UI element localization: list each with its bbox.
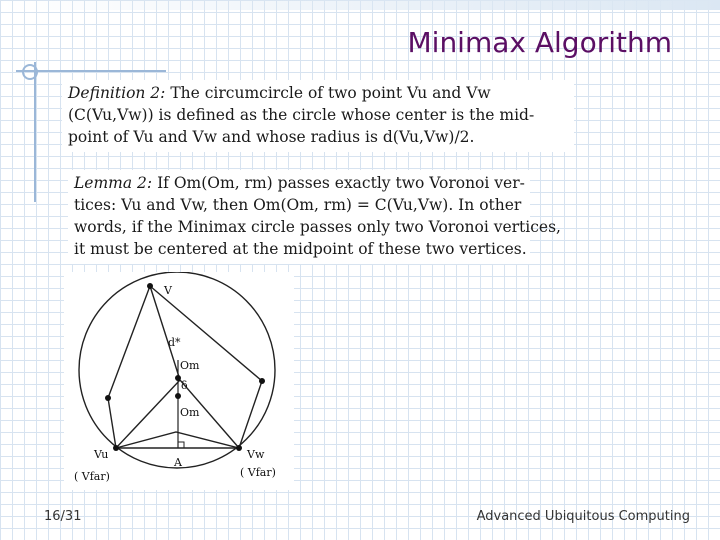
point-left (105, 395, 111, 401)
label-vfar-right: ( Vfar) (240, 466, 276, 479)
course-name: Advanced Ubiquitous Computing (476, 509, 690, 524)
label-vu: Vu (94, 448, 109, 461)
definition-box (62, 80, 574, 152)
decor-rule-horizontal (16, 70, 166, 72)
label-v: V (164, 284, 172, 297)
lemma-line-3: words, if the Minimax circle passes only two Voronoi vertices, (74, 218, 561, 236)
definition-line-3: point of Vu and Vw and whose radius is d(Vu,Vw)/2. (68, 128, 475, 146)
minimax-figure (64, 272, 294, 490)
page-number: 16/31 (44, 509, 82, 524)
point-vw (236, 445, 242, 451)
decor-rule-vertical (34, 62, 36, 202)
decor-rule-circle (22, 64, 38, 80)
label-om-2: Om (180, 406, 200, 419)
lemma-line-2: tices: Vu and Vw, then Om(Om, rm) = C(Vu,Vw). In other (74, 196, 522, 214)
label-delta: δ (181, 379, 188, 392)
point-om-2 (175, 393, 181, 399)
label-vfar-left: ( Vfar) (74, 470, 110, 483)
lemma-text-1: If Om(Om, rm) passes exactly two Voronoi ver- (157, 174, 525, 192)
top-band (0, 0, 720, 10)
definition-line-2: (C(Vu,Vw)) is defined as the circle whose center is the mid- (68, 106, 535, 124)
lemma-line-1 (74, 172, 524, 194)
label-om-1: Om (180, 359, 200, 372)
lemma-box (68, 170, 561, 264)
point-v (147, 283, 153, 289)
point-vu (113, 445, 119, 451)
lemma-line-4: it must be centered at the midpoint of these two vertices. (74, 240, 527, 258)
slide-title: Minimax Algorithm (407, 26, 672, 59)
label-dstar: d* (168, 336, 181, 349)
label-vw: Vw (247, 448, 265, 461)
point-right (259, 378, 265, 384)
definition-text-1: The circumcircle of two point Vu and Vw (170, 84, 491, 102)
definition-label: Definition 2: (68, 84, 166, 102)
lemma-label: Lemma 2: (74, 174, 153, 192)
definition-line-1 (68, 82, 568, 104)
label-a: A (174, 456, 182, 469)
